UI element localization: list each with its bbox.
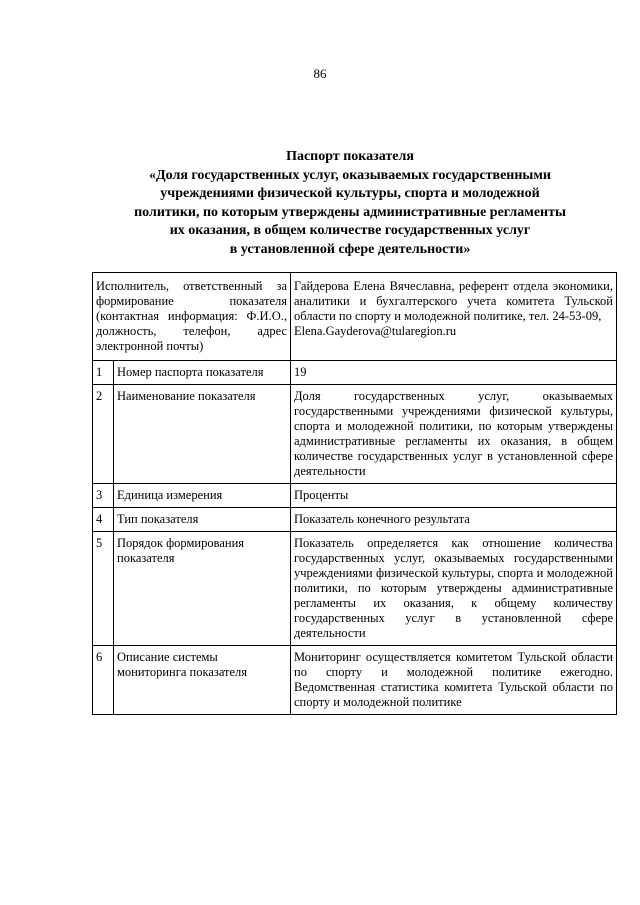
executor-label: Исполнитель, ответственный за формирование показателя (контактная информация: Ф.И.О., должность, телефон, адрес электронной почты)	[93, 273, 291, 361]
row-number: 6	[93, 646, 114, 715]
row-value: Показатель конечного результата	[291, 508, 617, 532]
title-line: в установленной сфере деятельности»	[229, 241, 471, 257]
row-number: 3	[93, 484, 114, 508]
row-label: Порядок формирования показателя	[114, 532, 291, 646]
row-value: Мониторинг осуществляется комитетом Тульской области по спорту и молодежной политике ежегодно. Ведомственная статистика комитета Тульской области по спорту и молодежной политике	[291, 646, 617, 715]
title-line: их оказания, в общем количестве государственных услуг	[169, 223, 531, 238]
title-line: Паспорт показателя	[286, 149, 414, 164]
title-line: «Доля государственных услуг, оказываемых государственными	[149, 167, 551, 183]
table-row	[93, 532, 617, 646]
row-label: Тип показателя	[114, 508, 291, 532]
row-label: Описание системы мониторинга показателя	[114, 646, 291, 715]
executor-info: Гайдерова Елена Вячеславна, референт отдела экономики, аналитики и бухгалтерского учета комитета Тульской области по спорту и молодежной политике, тел. 24-53-09,	[294, 279, 613, 323]
row-value: Проценты	[291, 484, 617, 508]
row-label: Номер паспорта показателя	[114, 361, 291, 385]
table-row	[93, 484, 617, 508]
title-line: политики, по которым утверждены административные регламенты	[134, 204, 566, 220]
row-number: 2	[93, 385, 114, 484]
row-number: 5	[93, 532, 114, 646]
row-number: 4	[93, 508, 114, 532]
executor-row	[93, 273, 617, 361]
document-title	[90, 148, 610, 259]
passport-table	[92, 272, 617, 715]
page-number: 86	[313, 66, 327, 81]
executor-email: Elena.Gayderova@tularegion.ru	[294, 324, 457, 338]
table-row	[93, 385, 617, 484]
table-row	[93, 646, 617, 715]
row-value: Доля государственных услуг, оказываемых государственными учреждениями физической культуры, спорта и молодежной политики, по которым утверждены административные регламенты их оказания, в общем количестве государственных услуг в установленной сфере деятельности	[291, 385, 617, 484]
row-value: 19	[291, 361, 617, 385]
executor-value	[291, 273, 617, 361]
row-label: Единица измерения	[114, 484, 291, 508]
row-label: Наименование показателя	[114, 385, 291, 484]
row-number: 1	[93, 361, 114, 385]
row-value: Показатель определяется как отношение количества государственных услуг, оказываемых государственными учреждениями физической культуры, спорта и молодежной политики, по которым утверждены административные регламенты их оказания, к общему количеству государственных услуг в установленной сфере деятельности	[291, 532, 617, 646]
table-row	[93, 508, 617, 532]
table-row	[93, 361, 617, 385]
title-line: учреждениями физической культуры, спорта и молодежной	[160, 186, 540, 201]
